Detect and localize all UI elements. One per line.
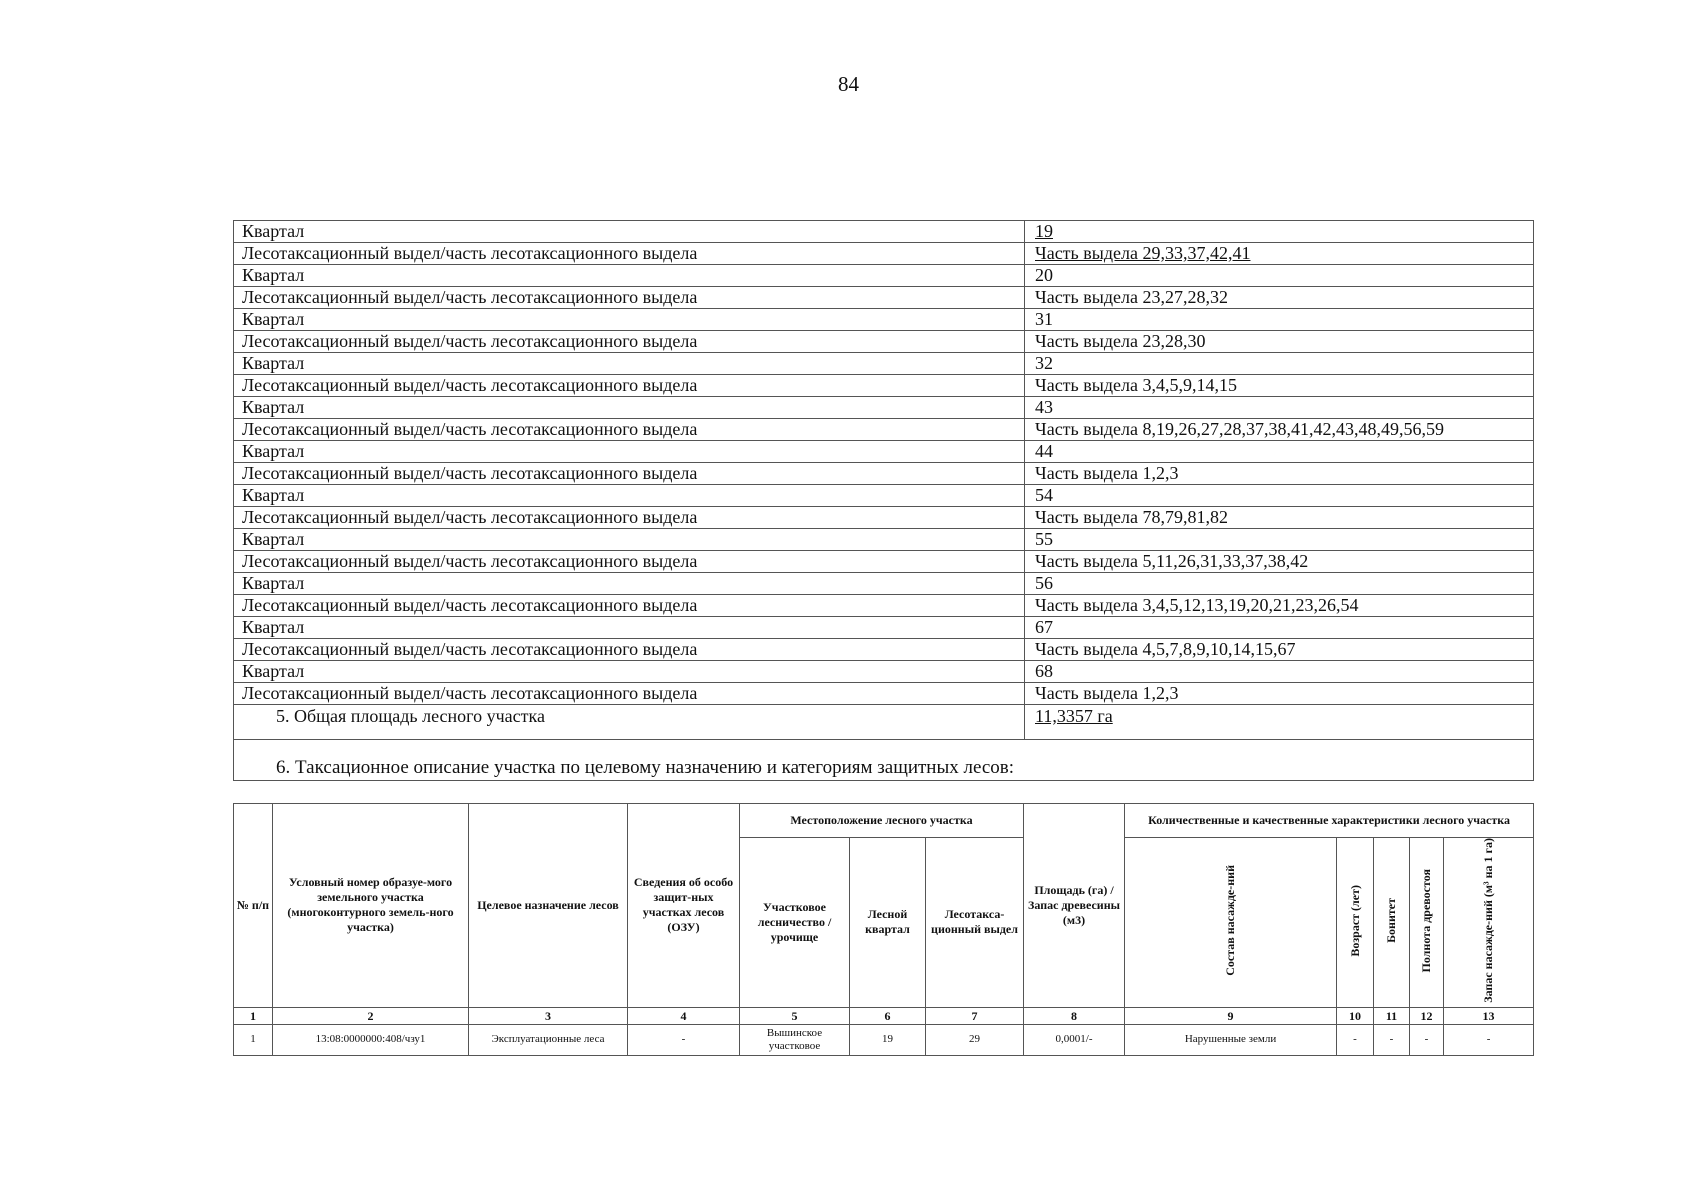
location-row-key: Квартал bbox=[234, 265, 1025, 287]
location-row-value: Часть выдела 23,27,28,32 bbox=[1025, 287, 1534, 309]
header-allotment: Лесотакса-ционный выдел bbox=[926, 838, 1024, 1008]
taxation-table bbox=[233, 803, 1534, 1056]
table-row bbox=[234, 1024, 1534, 1055]
location-row-key: Лесотаксационный выдел/часть лесотаксационного выдела bbox=[234, 287, 1025, 309]
table-cell: Эксплуатационные леса bbox=[469, 1024, 628, 1055]
header-bonitet-cell bbox=[1374, 838, 1410, 1008]
location-row-value: 56 bbox=[1025, 573, 1534, 595]
location-row bbox=[234, 573, 1534, 595]
location-row-value: 68 bbox=[1025, 661, 1534, 683]
taxation-table-body bbox=[234, 1024, 1534, 1055]
header-characteristics-group: Количественные и качественные характеристики лесного участка bbox=[1125, 804, 1534, 838]
header-age-cell bbox=[1337, 838, 1374, 1008]
table-cell: 13:08:0000000:408/чзу1 bbox=[273, 1024, 469, 1055]
total-area-value: 11,3357 га bbox=[1025, 705, 1534, 740]
location-row-key: Квартал bbox=[234, 441, 1025, 463]
column-number: 6 bbox=[850, 1007, 926, 1024]
location-row-value: 20 bbox=[1025, 265, 1534, 287]
location-row bbox=[234, 507, 1534, 529]
location-row-key: Лесотаксационный выдел/часть лесотаксационного выдела bbox=[234, 375, 1025, 397]
location-row bbox=[234, 243, 1534, 265]
column-number: 3 bbox=[469, 1007, 628, 1024]
location-row-value: 31 bbox=[1025, 309, 1534, 331]
location-row-value: 55 bbox=[1025, 529, 1534, 551]
location-row bbox=[234, 551, 1534, 573]
location-row bbox=[234, 529, 1534, 551]
location-row-key: Квартал bbox=[234, 353, 1025, 375]
header-bonitet: Бонитет bbox=[1384, 897, 1399, 943]
table-cell: 1 bbox=[234, 1024, 273, 1055]
location-row-key: Лесотаксационный выдел/часть лесотаксационного выдела bbox=[234, 243, 1025, 265]
total-area-row bbox=[234, 705, 1534, 740]
header-stock: Запас насажде-ний (м³ на 1 га) bbox=[1481, 838, 1496, 1003]
location-row-key: Лесотаксационный выдел/часть лесотаксационного выдела bbox=[234, 463, 1025, 485]
header-stock-cell bbox=[1444, 838, 1534, 1008]
location-row-key: Лесотаксационный выдел/часть лесотаксационного выдела bbox=[234, 551, 1025, 573]
location-row-key: Лесотаксационный выдел/часть лесотаксационного выдела bbox=[234, 639, 1025, 661]
location-row-key: Лесотаксационный выдел/часть лесотаксационного выдела bbox=[234, 507, 1025, 529]
column-number: 13 bbox=[1444, 1007, 1534, 1024]
location-row-key: Лесотаксационный выдел/часть лесотаксационного выдела bbox=[234, 595, 1025, 617]
location-row bbox=[234, 309, 1534, 331]
table-cell: - bbox=[1337, 1024, 1374, 1055]
location-row-value: 67 bbox=[1025, 617, 1534, 639]
location-row bbox=[234, 419, 1534, 441]
location-row-value: Часть выдела 29,33,37,42,41 bbox=[1025, 243, 1534, 265]
location-row bbox=[234, 441, 1534, 463]
table-cell: 0,0001/- bbox=[1024, 1024, 1125, 1055]
location-row bbox=[234, 397, 1534, 419]
location-table bbox=[233, 220, 1534, 781]
table-cell: - bbox=[628, 1024, 740, 1055]
location-row-value: Часть выдела 1,2,3 bbox=[1025, 463, 1534, 485]
location-row-key: Квартал bbox=[234, 573, 1025, 595]
location-row-value: Часть выдела 23,28,30 bbox=[1025, 331, 1534, 353]
total-area-label: 5. Общая площадь лесного участка bbox=[234, 705, 1025, 740]
column-number: 1 bbox=[234, 1007, 273, 1024]
column-number: 7 bbox=[926, 1007, 1024, 1024]
header-purpose: Целевое назначение лесов bbox=[469, 804, 628, 1008]
column-number: 9 bbox=[1125, 1007, 1337, 1024]
location-row-value: Часть выдела 3,4,5,9,14,15 bbox=[1025, 375, 1534, 397]
header-location-group: Местоположение лесного участка bbox=[740, 804, 1024, 838]
location-row bbox=[234, 639, 1534, 661]
location-row bbox=[234, 463, 1534, 485]
column-number-row bbox=[234, 1007, 1534, 1024]
table-cell: 19 bbox=[850, 1024, 926, 1055]
location-row-key: Квартал bbox=[234, 309, 1025, 331]
location-row-key: Лесотаксационный выдел/часть лесотаксационного выдела bbox=[234, 683, 1025, 705]
header-num: № п/п bbox=[234, 804, 273, 1008]
header-area: Площадь (га) / Запас древесины (м3) bbox=[1024, 804, 1125, 1008]
location-row-value: Часть выдела 1,2,3 bbox=[1025, 683, 1534, 705]
column-number: 10 bbox=[1337, 1007, 1374, 1024]
column-number: 12 bbox=[1410, 1007, 1444, 1024]
column-number: 5 bbox=[740, 1007, 850, 1024]
location-row-value: 44 bbox=[1025, 441, 1534, 463]
header-quarter: Лесной квартал bbox=[850, 838, 926, 1008]
column-number: 11 bbox=[1374, 1007, 1410, 1024]
location-row-value: Часть выдела 8,19,26,27,28,37,38,41,42,43,48,49,56,59 bbox=[1025, 419, 1534, 441]
header-ozu: Сведения об особо защит-ных участках лесов (ОЗУ) bbox=[628, 804, 740, 1008]
location-row-key: Квартал bbox=[234, 661, 1025, 683]
section6-title: 6. Таксационное описание участка по целевому назначению и категориям защитных лесов: bbox=[234, 740, 1534, 781]
location-row-value: 32 bbox=[1025, 353, 1534, 375]
header-composition: Состав насажде-ний bbox=[1223, 865, 1238, 976]
location-table-body bbox=[234, 221, 1534, 705]
location-row bbox=[234, 683, 1534, 705]
location-row-value: 43 bbox=[1025, 397, 1534, 419]
page-number: 84 bbox=[838, 72, 859, 96]
location-row-value: Часть выдела 3,4,5,12,13,19,20,21,23,26,54 bbox=[1025, 595, 1534, 617]
location-row-value: Часть выдела 4,5,7,8,9,10,14,15,67 bbox=[1025, 639, 1534, 661]
location-row-key: Квартал bbox=[234, 529, 1025, 551]
header-density-cell bbox=[1410, 838, 1444, 1008]
location-row-value: 19 bbox=[1025, 221, 1534, 243]
table-cell: - bbox=[1444, 1024, 1534, 1055]
location-row-key: Квартал bbox=[234, 485, 1025, 507]
location-row-key: Лесотаксационный выдел/часть лесотаксационного выдела bbox=[234, 331, 1025, 353]
section6-heading-row bbox=[234, 740, 1534, 781]
column-number: 8 bbox=[1024, 1007, 1125, 1024]
location-row bbox=[234, 661, 1534, 683]
location-row bbox=[234, 287, 1534, 309]
table-cell: Вышинское участковое bbox=[740, 1024, 850, 1055]
header-density: Полнота древостоя bbox=[1419, 868, 1434, 973]
location-row bbox=[234, 353, 1534, 375]
table-cell: - bbox=[1410, 1024, 1444, 1055]
location-row-value: Часть выдела 78,79,81,82 bbox=[1025, 507, 1534, 529]
location-row bbox=[234, 485, 1534, 507]
table-cell: - bbox=[1374, 1024, 1410, 1055]
header-age: Возраст (лет) bbox=[1347, 884, 1362, 957]
header-forestry: Участковое лесничество / урочище bbox=[740, 838, 850, 1008]
location-row-value: 54 bbox=[1025, 485, 1534, 507]
location-row-key: Квартал bbox=[234, 221, 1025, 243]
location-row bbox=[234, 595, 1534, 617]
location-row-key: Лесотаксационный выдел/часть лесотаксационного выдела bbox=[234, 419, 1025, 441]
location-row bbox=[234, 617, 1534, 639]
table-cell: 29 bbox=[926, 1024, 1024, 1055]
column-number: 2 bbox=[273, 1007, 469, 1024]
location-row bbox=[234, 331, 1534, 353]
location-row bbox=[234, 265, 1534, 287]
table-cell: Нарушенные земли bbox=[1125, 1024, 1337, 1055]
location-row-key: Квартал bbox=[234, 617, 1025, 639]
location-row-key: Квартал bbox=[234, 397, 1025, 419]
location-row bbox=[234, 221, 1534, 243]
column-number: 4 bbox=[628, 1007, 740, 1024]
location-row bbox=[234, 375, 1534, 397]
header-cond-number: Условный номер образуе-мого земельного участка (многоконтурного земель-ного участка) bbox=[273, 804, 469, 1008]
header-composition-cell bbox=[1125, 838, 1337, 1008]
location-row-value: Часть выдела 5,11,26,31,33,37,38,42 bbox=[1025, 551, 1534, 573]
